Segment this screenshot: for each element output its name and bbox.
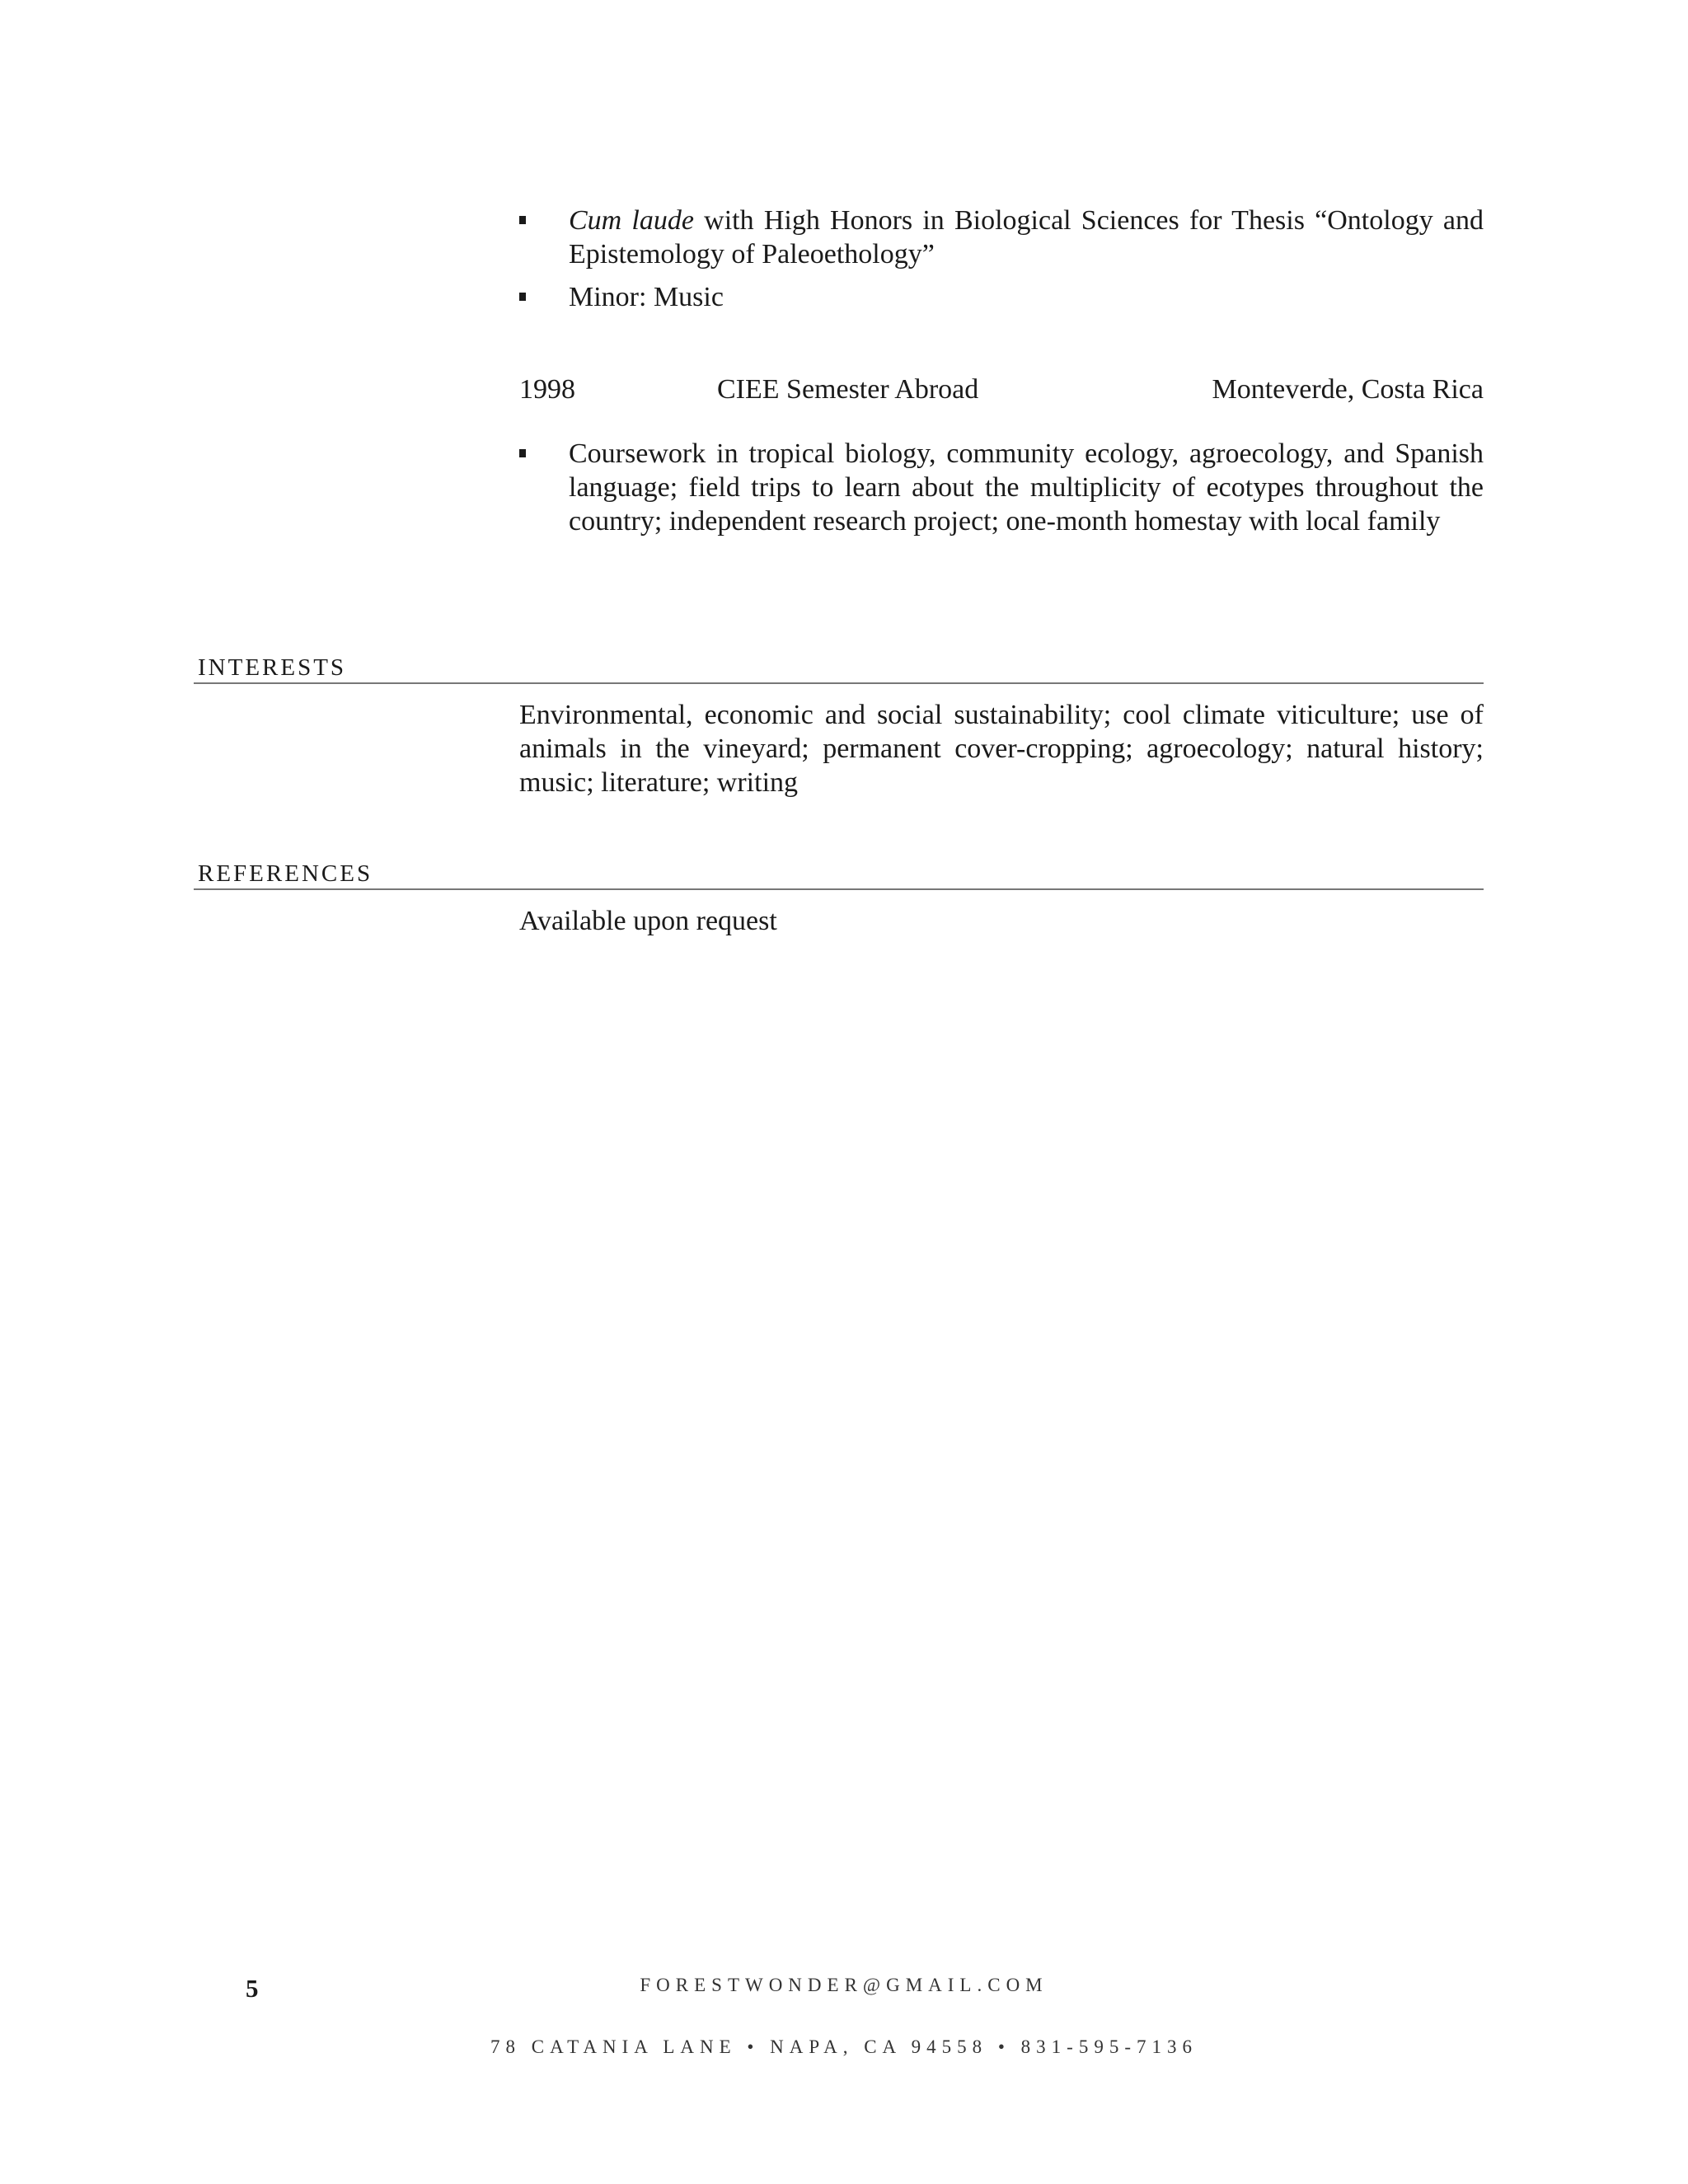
interests-heading bbox=[194, 653, 1484, 684]
interests-title: INTERESTS bbox=[198, 654, 347, 681]
footer-email: FORESTWONDER@GMAIL.COM bbox=[640, 1975, 1048, 1995]
minor-text: Minor: Music bbox=[569, 282, 724, 312]
interests-text: Environmental, economic and social sustainability; cool climate viticulture; use of animals in the vineyard; permanent cover-cropping; agroecology; natural history; music; literature; writing bbox=[519, 700, 1484, 798]
square-bullet-icon bbox=[519, 216, 526, 224]
square-bullet-icon bbox=[519, 449, 526, 457]
entry-location: Monteverde, Costa Rica bbox=[1212, 374, 1484, 405]
education-bullet-thesis bbox=[519, 204, 1484, 271]
page-number: 5 bbox=[246, 1974, 259, 2003]
references-heading bbox=[194, 859, 1484, 890]
references-text: Available upon request bbox=[519, 906, 777, 936]
education-bullet-list bbox=[519, 204, 1484, 271]
education-bullet-minor bbox=[519, 280, 1484, 314]
entry-year: 1998 bbox=[519, 374, 575, 405]
cum-laude-text: Cum laude bbox=[569, 205, 694, 236]
thesis-honors-text: with High Honors in Biological Sciences for Thesis “Ontology and Epistemology of Paleoethology” bbox=[569, 205, 1484, 269]
entry-bullet-list bbox=[519, 437, 1484, 538]
square-bullet-icon bbox=[519, 293, 526, 301]
references-title: REFERENCES bbox=[198, 860, 373, 887]
coursework-text: Coursework in tropical biology, community ecology, agroecology, and Spanish language; field trips to learn about the multiplicity of ecotypes throughout the country; independent research project; one-month homestay with local family bbox=[569, 438, 1484, 537]
education-entry bbox=[519, 373, 1484, 406]
education-continued bbox=[519, 204, 1484, 271]
education-minor-list bbox=[519, 280, 1484, 314]
education-entry-details bbox=[519, 437, 1484, 538]
footer-address: 78 CATANIA LANE • NAPA, CA 94558 • 831-595-7136 bbox=[490, 2036, 1198, 2057]
entry-program: CIEE Semester Abroad bbox=[717, 374, 979, 405]
education-entry-row bbox=[519, 373, 1484, 406]
entry-bullet-coursework bbox=[519, 437, 1484, 538]
education-minor bbox=[519, 280, 1484, 314]
